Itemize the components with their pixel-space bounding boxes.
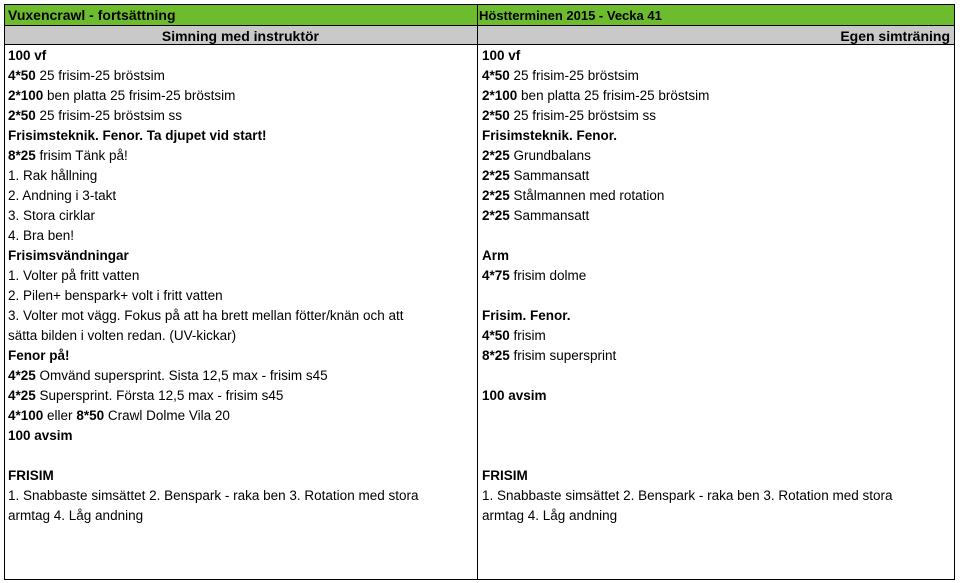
set-count: 2*50 xyxy=(8,108,36,123)
set-count: 4*50 xyxy=(482,328,510,343)
row-point-2: 2. Andning i 3-takt xyxy=(8,188,117,203)
set-text: Sammansatt xyxy=(509,208,590,223)
row-point-3: 3. Stora cirklar xyxy=(8,208,96,223)
row-turn-1: 1. Volter på fritt vatten xyxy=(8,268,140,283)
row-4x50-frisim xyxy=(482,327,546,344)
left-section-header xyxy=(5,26,477,45)
row-turn-3: 3. Volter mot vägg. Fokus på att ha brett mellan fötter/knän och att xyxy=(8,308,404,323)
set-count: 4*25 xyxy=(8,368,36,383)
row-8x25-sprint xyxy=(482,347,616,364)
column-divider xyxy=(477,5,478,579)
title-bar xyxy=(5,5,954,26)
row-frisim-tips-cont: armtag 4. Låg andning xyxy=(482,508,618,523)
row-warmup: 100 vf xyxy=(482,48,521,63)
section-headers xyxy=(5,26,954,45)
set-text: 25 frisim-25 bröstsim xyxy=(509,68,639,83)
row-turn-2: 2. Pilen+ benspark+ volt i fritt vatten xyxy=(8,288,223,303)
set-text: 25 frisim-25 bröstsim xyxy=(35,68,165,83)
set-text: eller xyxy=(43,408,77,423)
row-point-4: 4. Bra ben! xyxy=(8,228,75,243)
row-cooldown: 100 avsim xyxy=(8,428,73,443)
row-turn-3-cont: sätta bilden i volten redan. (UV-kickar) xyxy=(8,328,237,343)
row-technique: Frisimsteknik. Fenor. xyxy=(482,128,618,143)
set-count: 8*25 xyxy=(8,148,36,163)
set-text: ben platta 25 frisim-25 bröstsim xyxy=(517,88,710,103)
row-2x100 xyxy=(8,87,235,104)
set-text: 25 frisim-25 bröstsim ss xyxy=(35,108,183,123)
row-2x100 xyxy=(482,87,709,104)
set-count: 2*100 xyxy=(8,88,44,103)
row-frisim-fenor: Frisim. Fenor. xyxy=(482,308,571,323)
row-8x25 xyxy=(8,147,128,164)
set-text: Stålmannen med rotation xyxy=(509,188,665,203)
set-count: 2*25 xyxy=(482,188,510,203)
right-section-header xyxy=(478,26,954,45)
set-text: frisim supersprint xyxy=(509,348,617,363)
set-text: Supersprint. Första 12,5 max - frisim s45 xyxy=(35,388,284,403)
set-text: frisim xyxy=(509,328,546,343)
row-turns-heading: Frisimsvändningar xyxy=(8,248,129,263)
set-count: 2*25 xyxy=(482,208,510,223)
set-text: 25 frisim-25 bröstsim ss xyxy=(509,108,657,123)
set-text: ben platta 25 frisim-25 bröstsim xyxy=(43,88,236,103)
row-4x50 xyxy=(482,67,639,84)
row-4x50 xyxy=(8,67,165,84)
left-section-title: Simning med instruktör xyxy=(161,28,319,44)
sheet-title: Vuxencrawl - fortsättning xyxy=(8,7,176,23)
set-text: Omvänd supersprint. Sista 12,5 max - frisim s45 xyxy=(35,368,328,383)
row-frisim-heading: FRISIM xyxy=(8,468,54,483)
set-text: frisim Tänk på! xyxy=(35,148,128,163)
row-frisim-tips: 1. Snabbaste simsättet 2. Benspark - raka ben 3. Rotation med stora xyxy=(482,488,893,503)
set-count: 8*25 xyxy=(482,348,510,363)
set-count: 4*50 xyxy=(482,68,510,83)
row-point-1: 1. Rak hållning xyxy=(8,168,98,183)
set-text: frisim dolme xyxy=(509,268,587,283)
row-technique: Frisimsteknik. Fenor. Ta djupet vid start! xyxy=(8,128,267,143)
set-count: 4*100 xyxy=(8,408,44,423)
set-text: Grundbalans xyxy=(509,148,591,163)
row-sammansatt xyxy=(482,167,589,184)
row-fins: Fenor på! xyxy=(8,348,70,363)
set-text: Sammansatt xyxy=(509,168,590,183)
row-cooldown: 100 avsim xyxy=(482,388,547,403)
row-frisim-heading: FRISIM xyxy=(482,468,528,483)
sheet-period: Höstterminen 2015 - Vecka 41 xyxy=(479,8,662,23)
row-supersprint xyxy=(8,387,283,404)
training-sheet xyxy=(4,4,955,580)
row-sammansatt-2 xyxy=(482,207,589,224)
row-2x50 xyxy=(482,107,656,124)
set-count: 2*50 xyxy=(482,108,510,123)
row-warmup: 100 vf xyxy=(8,48,47,63)
row-2x50 xyxy=(8,107,182,124)
row-frisim-tips-cont: armtag 4. Låg andning xyxy=(8,508,144,523)
set-count: 4*25 xyxy=(8,388,36,403)
set-count: 2*100 xyxy=(482,88,518,103)
set-count: 2*25 xyxy=(482,148,510,163)
row-arm-heading: Arm xyxy=(482,248,510,263)
set-count: 2*25 xyxy=(482,168,510,183)
row-4x75 xyxy=(482,267,586,284)
row-stalmannen xyxy=(482,187,664,204)
set-count: 4*75 xyxy=(482,268,510,283)
row-crawl-dolme xyxy=(8,407,230,424)
row-grundbalans xyxy=(482,147,591,164)
row-frisim-tips: 1. Snabbaste simsättet 2. Benspark - raka ben 3. Rotation med stora xyxy=(8,488,419,503)
row-reverse-sprint xyxy=(8,367,328,384)
set-count: 4*50 xyxy=(8,68,36,83)
right-section-title: Egen simträning xyxy=(840,28,950,44)
set-text: Crawl Dolme Vila 20 xyxy=(104,408,230,423)
set-count: 8*50 xyxy=(76,408,105,423)
